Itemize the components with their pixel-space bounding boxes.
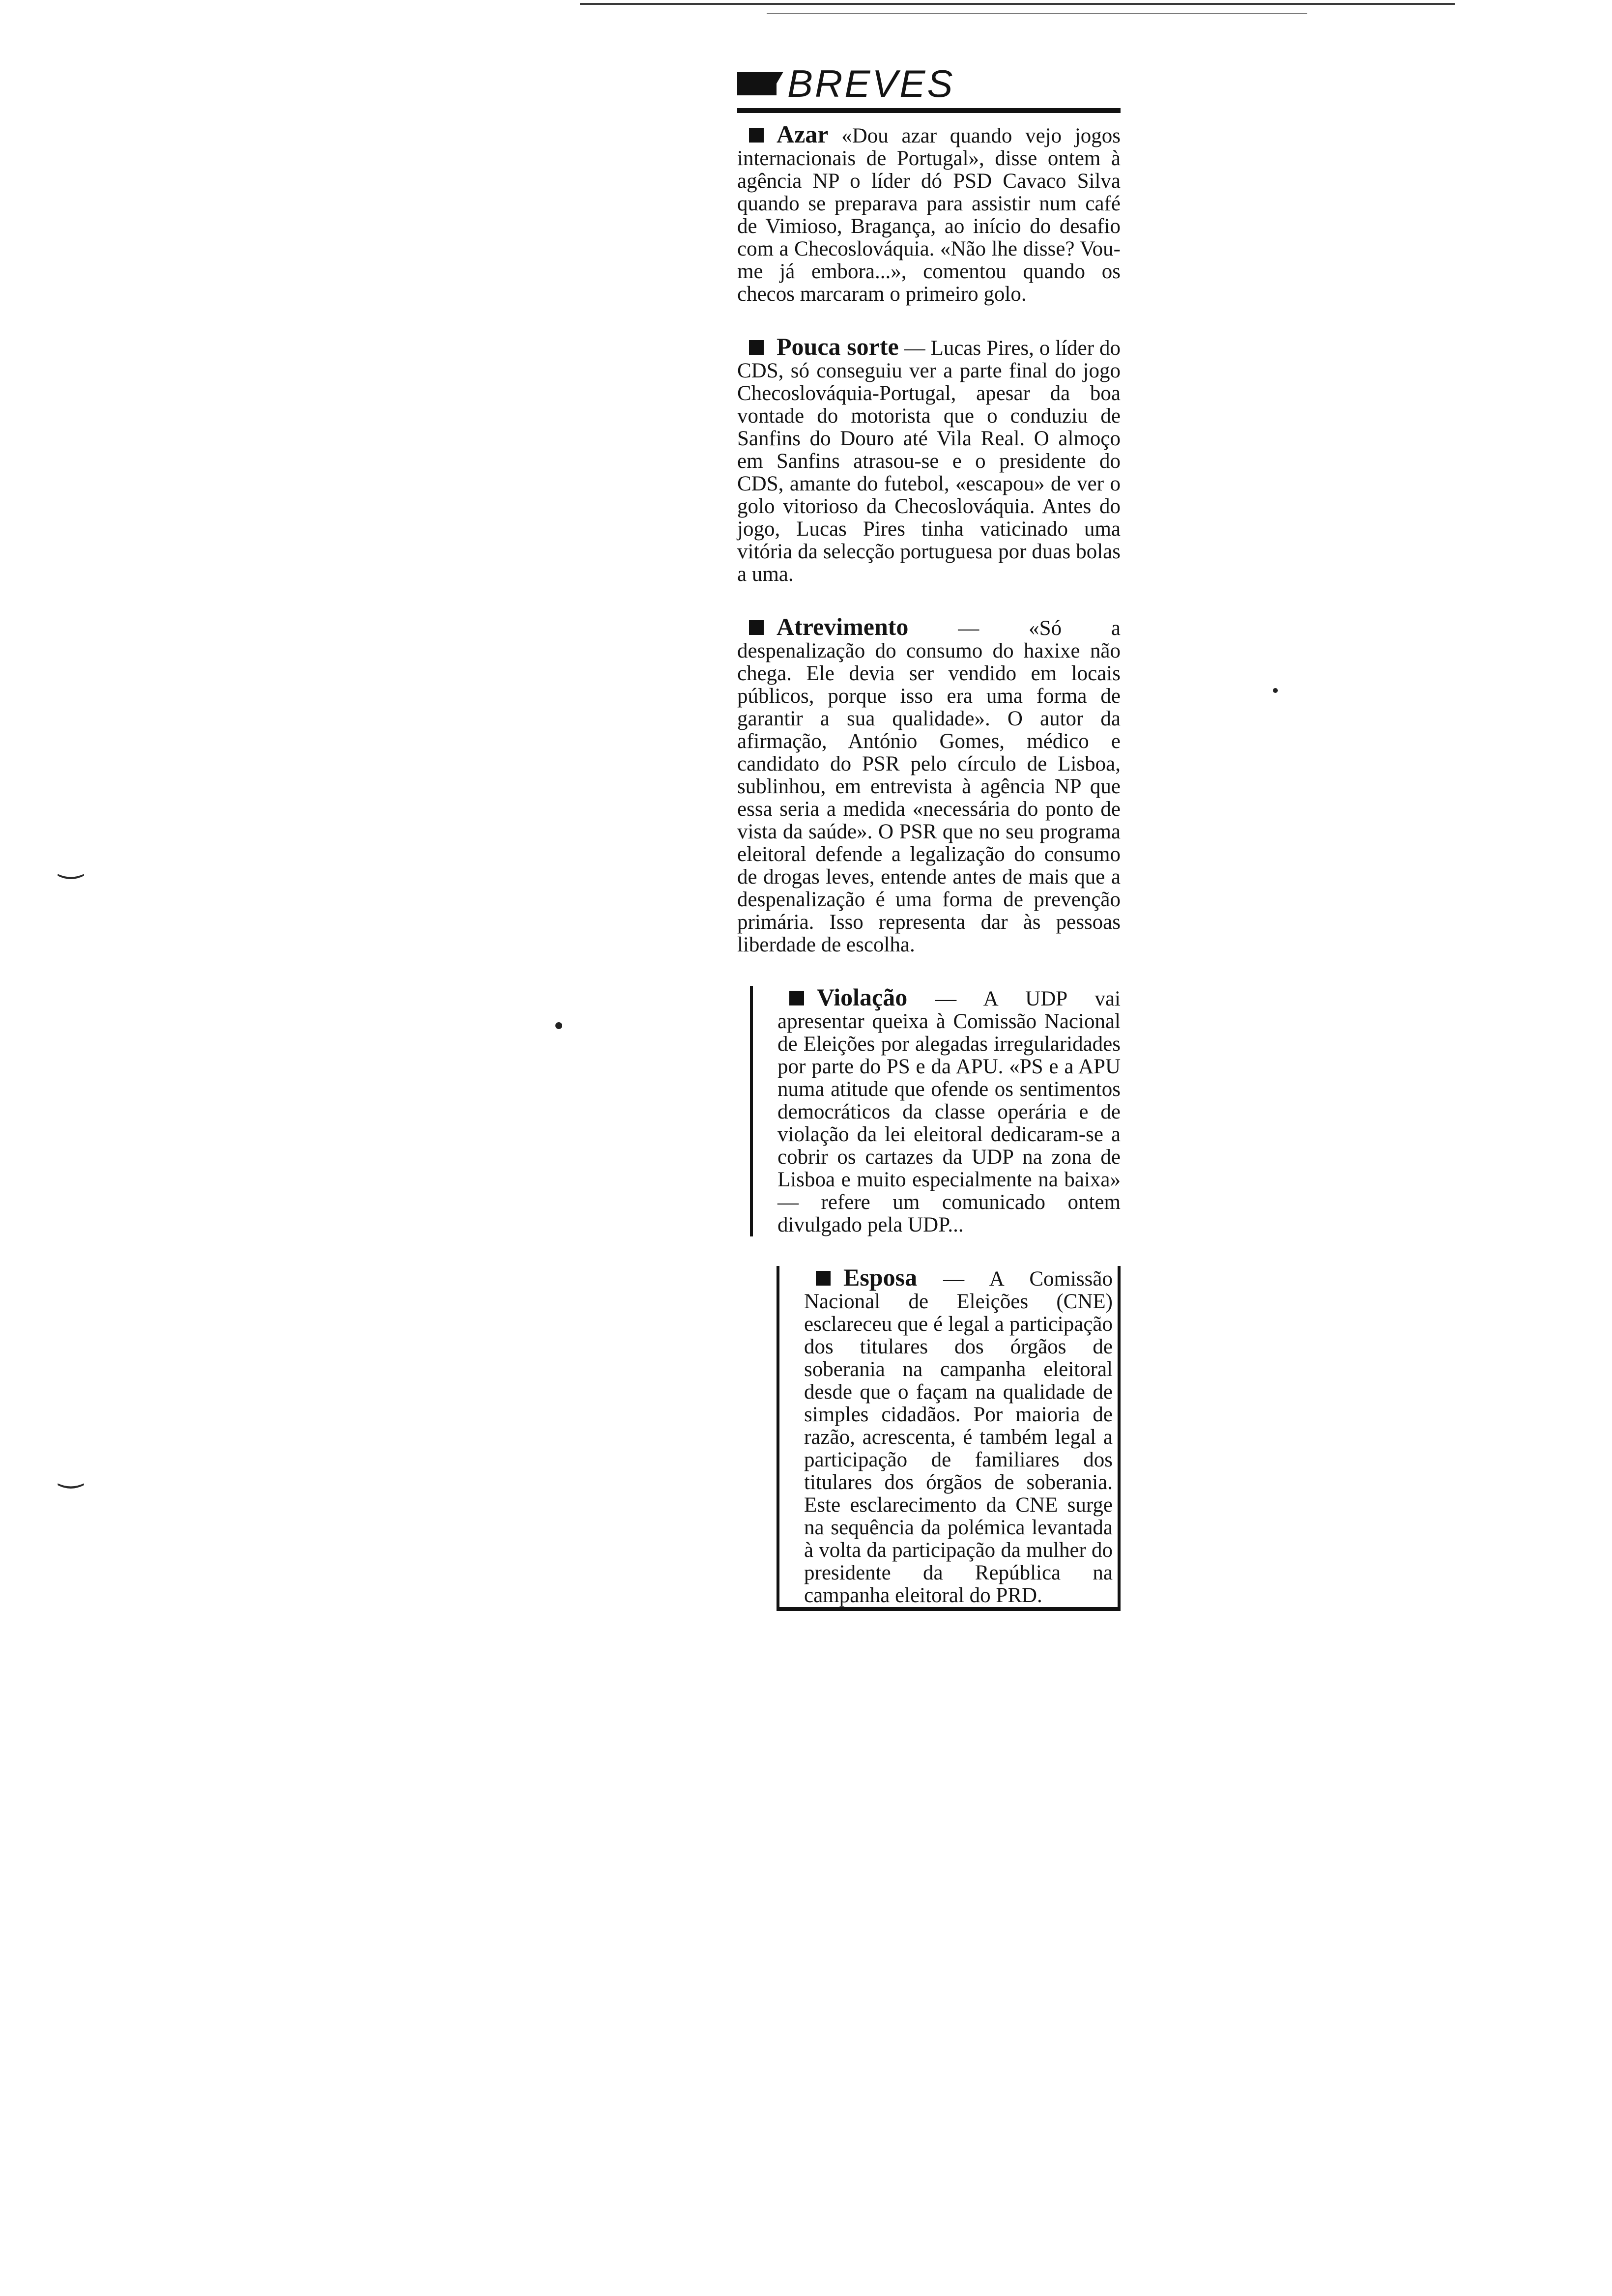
punch-hole-mark: ‿: [59, 845, 83, 880]
item-text: — A Comissão Nacional de Eleições (CNE) esclareceu que é legal a participação dos titulares dos órgãos de soberania na campanha eleitoral desde que o façam na qualidade de simples cidadãos. Por maioria de razão, acrescenta, é também legal a participação de familiares dos titulares dos órgãos de soberania. Este esclarecimento da CNE surge na sequência da polémica levantada à volta da participação da mulher do presidente da República na campanha eleitoral do PRD.: [804, 1267, 1113, 1607]
item-lead: Pouca sorte: [777, 333, 899, 360]
item-text: «Dou azar quando vejo jogos internacionais de Portugal», disse ontem à agência NP o líder dó PSD Cavaco Silva quando se preparava para assistir num café de Vimioso, Bragança, ao início do desafio com a Checoslováquia. «Não lhe disse? Vou-me já embora...», comentou quando os checos marcaram o primeiro golo.: [737, 124, 1121, 306]
scan-edge-line: [767, 13, 1307, 14]
item-lead: Violação: [817, 983, 908, 1011]
news-item-pouca-sorte: [737, 335, 1121, 586]
item-text: — A UDP vai apresentar queixa à Comissão Nacional de Eleições por alegadas irregularidades por parte do PS e da APU. «PS e a APU numa atitude que ofende os sentimentos democráticos da classe operária e de violação da lei eleitoral dedicaram-se a cobrir os cartazes da UDP na zona de Lisboa e muito especialmente na baixa» — refere um comunicado ontem divulgado pela UDP...: [777, 987, 1121, 1236]
item-text: — Lucas Pires, o líder do CDS, só conseguiu ver a parte final do jogo Checoslováquia-Portugal, apesar da boa vontade do motorista que o conduziu de Sanfins do Douro até Vila Real. O almoço em Sanfins atrasou-se e o presidente do CDS, amante do futebol, «escapou» de ver o golo vitorioso da Checoslováquia. Antes do jogo, Lucas Pires tinha vaticinado uma vitória da selecção portuguesa por duas bolas a uma.: [737, 337, 1121, 586]
bottom-rule: [777, 1607, 1121, 1611]
item-text: — «Só a despenalização do consumo do haxixe não chega. Ele devia ser vendido em locais públicos, porque isso era uma forma de garantir a sua qualidade». O autor da afirmação, António Gomes, médico e candidato do PSR pelo círculo de Lisboa, sublinhou, em entrevista à agência NP que essa seria a medida «necessária do ponto de vista da saúde». O PSR que no seu programa eleitoral defende a legalização do consumo de drogas leves, entende antes de mais que a despenalização é uma forma de prevenção primária. Isso representa dar às pessoas liberdade de escolha.: [737, 617, 1121, 956]
scan-speck: [555, 1022, 562, 1029]
section-title: BREVES: [787, 62, 955, 105]
news-item-esposa: [777, 1263, 1121, 1607]
bullet-icon: [749, 620, 764, 635]
newspaper-icon: [737, 72, 777, 95]
bullet-icon: [749, 340, 764, 355]
section-header: [737, 59, 1121, 113]
item-lead: Azar: [777, 120, 829, 148]
item-lead: Atrevimento: [777, 613, 909, 640]
news-item-violacao: [750, 983, 1121, 1236]
bullet-icon: [816, 1271, 831, 1286]
news-item-azar: [737, 120, 1121, 306]
bullet-icon: [749, 128, 764, 143]
punch-hole-mark: ‿: [59, 1455, 83, 1489]
newspaper-clipping: [737, 59, 1121, 1611]
scan-edge-line: [580, 3, 1455, 5]
bullet-icon: [789, 991, 804, 1005]
news-item-atrevimento: [737, 615, 1121, 956]
item-lead: Esposa: [843, 1263, 918, 1291]
scan-speck: [1273, 688, 1278, 693]
